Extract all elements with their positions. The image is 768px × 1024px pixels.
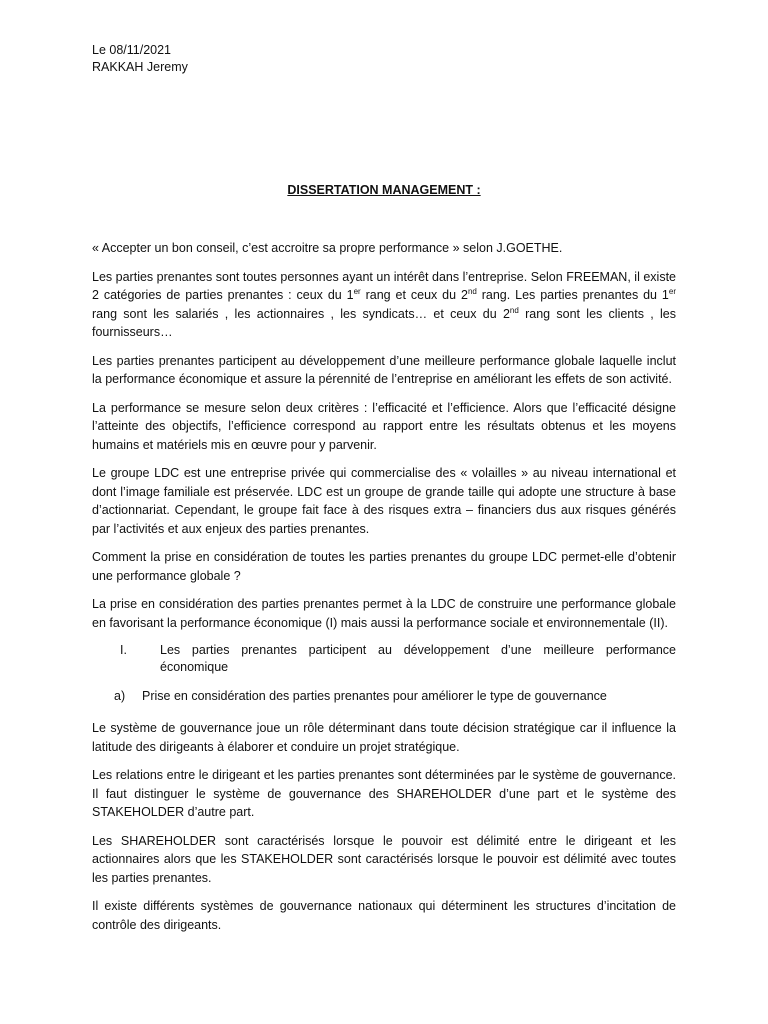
section-title: Les parties prenantes participent au développement d’une meilleure performance économique <box>160 643 676 674</box>
document-title: DISSERTATION MANAGEMENT : <box>287 183 481 197</box>
paragraph-performance-criteria: La performance se mesure selon deux critères : l’efficacité et l’efficience. Alors que l’efficacité désigne l’atteinte des objectifs, l’efficience correspond au rapport entre les résultats obtenus et les moyens humains et matériels mis en œuvre pour y parvenir. <box>92 400 676 452</box>
paragraph-governance-relations: Les relations entre le dirigeant et les parties prenantes sont déterminées par le système de gouvernance. Il faut distinguer le système de gouvernance des SHAREHOLDER d’une part et le système des STAKEHOLDER d’autre part. <box>92 768 676 819</box>
subsection-letter: a) <box>114 689 126 703</box>
paragraph-ldc-group: Le groupe LDC est une entreprise privée qui commercialise des « volailles » au niveau international et dont l’image familiale est préservée. LDC est un groupe de grande taille qui adopte une structure à base d’actionnariat. Cependant, le groupe fait face à des risques extra – financiers dus aux risques générés par l’activités et aux enjeux des parties prenantes. <box>92 466 676 536</box>
author-line: RAKKAH Jeremy <box>92 60 188 74</box>
section-number: I. <box>120 643 127 657</box>
quote-paragraph: « Accepter un bon conseil, c’est accroitre sa propre performance » selon J.GOETHE. <box>92 241 563 255</box>
subsection-heading-a <box>92 688 676 705</box>
paragraph-problematic: Comment la prise en considération de toutes les parties prenantes du groupe LDC permet-elle d’obtenir une performance globale ? <box>92 550 676 583</box>
date-line: Le 08/11/2021 <box>92 43 172 57</box>
paragraph-global-performance: Les parties prenantes participent au développement d’une meilleure performance globale laquelle inclut la performance économique et assure la pérennité de l’entreprise en améliorant les effets de son activité. <box>92 353 676 386</box>
paragraph-national-systems: Il existe différents systèmes de gouvernance nationaux qui déterminent les structures d’incitation de contrôle des dirigeants. <box>92 899 676 932</box>
paragraph-shareholder-stakeholder: Les SHAREHOLDER sont caractérisés lorsque le pouvoir est délimité entre le dirigeant et les actionnaires alors que les STAKEHOLDER sont caractérisés lorsque le pouvoir est délimité avec toutes les parties prenantes. <box>92 833 676 885</box>
paragraph-announcement: La prise en considération des parties prenantes permet à la LDC de construire une performance globale en favorisant la performance économique (I) mais aussi la performance sociale et environnementale (II). <box>92 597 676 630</box>
section-heading-1 <box>92 642 676 676</box>
paragraph-governance-role: Le système de gouvernance joue un rôle déterminant dans toute décision stratégique car il influence la latitude des dirigeants à élaborer et conduire un projet stratégique. <box>92 721 676 754</box>
paragraph-stakeholders-definition: Les parties prenantes sont toutes personnes ayant un intérêt dans l’entreprise. Selon FREEMAN, il existe 2 catégories de parties prenantes : ceux du 1er rang et ceux du 2nd rang. Les parties prenantes du 1er rang sont les salariés , les actionnaires , les syndicats… et ceux du 2nd rang sont les clients , les fournisseurs… <box>92 269 676 339</box>
subsection-title: Prise en considération des parties prenantes pour améliorer le type de gouvernance <box>142 689 607 703</box>
